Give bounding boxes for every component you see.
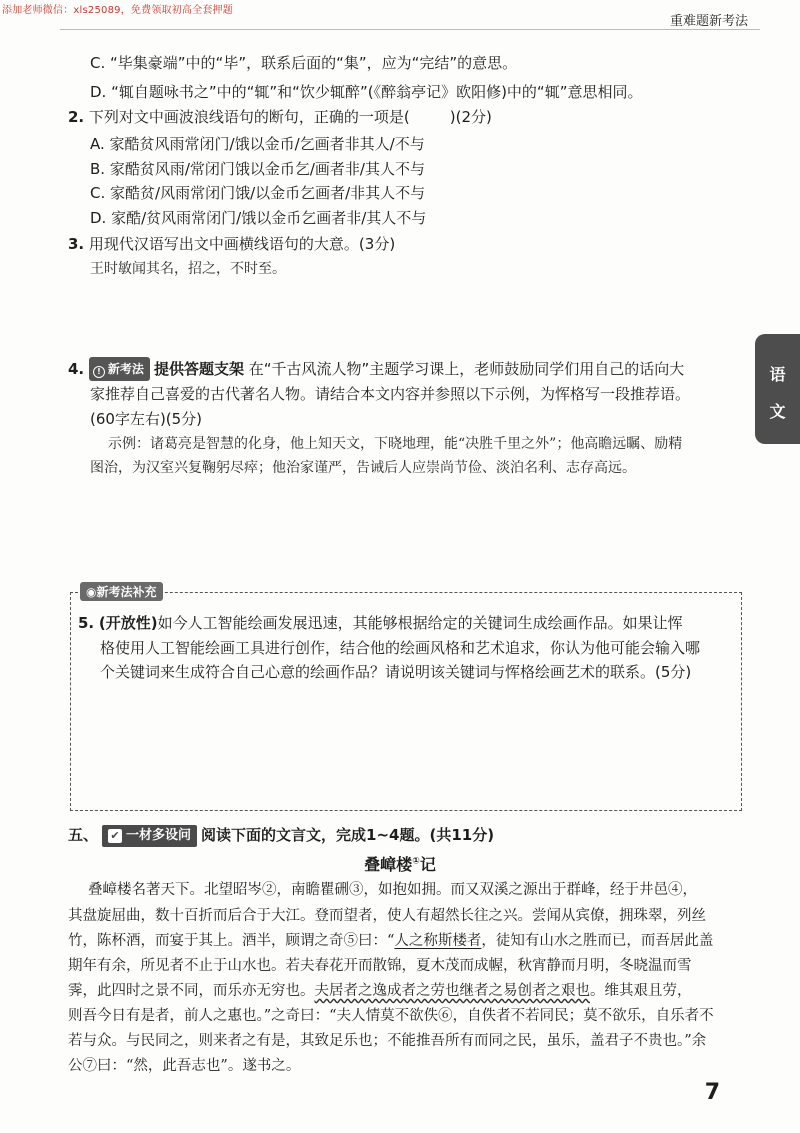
q5-number: 5. xyxy=(78,614,95,632)
section-instructions: 阅读下面的文言文，完成1~4题。(共11分) xyxy=(201,826,495,844)
passage-line xyxy=(68,980,692,1002)
q4-heading: 提供答题支架 xyxy=(153,360,244,378)
lightbulb-icon: ! xyxy=(93,366,105,378)
wavy-underlined-sentence: 夫居者之逸成者之劳也继者之易创者之艰也 xyxy=(314,983,590,999)
side-tab-char: 语 xyxy=(769,365,786,384)
passage-text: 竹，陈杯酒，而宴于其上。酒半，顾谓之奇⑤曰：“ xyxy=(68,933,395,949)
passage-title-text: 叠嶂楼 xyxy=(364,855,413,874)
q3-stem xyxy=(68,233,395,255)
section-number: 五、 xyxy=(68,826,99,844)
passage-line: 叠嶂楼名著天下。北望昭岑②，南瞻瞿硎③，如抱如拥。而又双溪之源出于群峰，经于井邑④， xyxy=(88,882,697,898)
side-tab-char: 文 xyxy=(769,402,786,421)
watermark-text: 添加老师微信：xls25089，免费领取初高全套押题 xyxy=(2,5,233,16)
q3-number: 3. xyxy=(68,235,85,253)
q4-stem-line3: (60字左右)(5分) xyxy=(90,410,203,428)
underlined-sentence: 人之称斯楼者 xyxy=(394,933,482,949)
passage-line: 则吾今日有是者，前人之惠也。”之奇曰：“夫人情莫不欲佚⑥，自佚者不若同民；莫不欲乐，自乐者不 xyxy=(68,1008,714,1024)
new-method-tag-label: 新考法 xyxy=(107,362,144,376)
q5-stem-line2: 格使用人工智能绘画工具进行创作，结合他的绘画风格和艺术追求，你认为他可能会输入哪 xyxy=(100,639,701,657)
footnote-marker: ① xyxy=(412,856,420,867)
q4-text: 在“千古风流人物”主题学习课上，老师鼓励同学们用自己的话向大 xyxy=(248,360,685,378)
multi-question-tag-label: 一材多设问 xyxy=(126,828,192,843)
passage-title-tail: 记 xyxy=(419,855,436,874)
q5-text: 如今人工智能绘画发展迅速，其能够根据给定的关键词生成绘画作品。如果让恽 xyxy=(157,614,683,632)
q2-number: 2. xyxy=(68,108,85,126)
passage-line: 若与众。与民同之，则来者之有是，其致足乐也；不能推吾所有而同之民，虽乐，盖君子不贵也。”余 xyxy=(68,1033,707,1049)
check-icon: ✔ xyxy=(108,829,122,843)
running-header: 重难题新考法 xyxy=(669,14,748,29)
supplement-box-label-text: 新考法补充 xyxy=(96,585,157,599)
new-method-tag xyxy=(89,357,150,381)
q3-answer-area[interactable] xyxy=(90,285,740,345)
q1-option-c: C. “毕集豪端”中的“毕”，联系后面的“集”，应为“完结”的意思。 xyxy=(90,54,518,72)
section-five-heading xyxy=(68,824,494,847)
q3-quoted-sentence: 王时敏闻其名，招之，不时至。 xyxy=(90,261,286,277)
header-divider xyxy=(60,29,760,30)
passage-text: ，徒知有山水之胜而已，而吾居此盖 xyxy=(481,933,714,949)
q5-stem-line3: 个关键词来生成符合自己心意的绘画作品？请说明该关键词与恽格绘画艺术的联系。(5分) xyxy=(100,663,692,681)
passage-line: 公⑦曰：“然，此吾志也”。遂书之。 xyxy=(68,1058,301,1074)
q2-option: B. 家酷贫风雨/常闭门饿以金币乞/画者非/其人不与 xyxy=(90,160,425,178)
passage-line xyxy=(68,930,713,952)
q4-stem-line2: 家推荐自己喜爱的古代著名人物。请结合本文内容并参照以下示例，为恽格写一段推荐语。 xyxy=(90,385,691,403)
q4-answer-area[interactable] xyxy=(90,488,740,568)
subject-side-tab xyxy=(755,334,800,444)
q2-option: A. 家酷贫风雨常闭门/饿以金币/乞画者非其人/不与 xyxy=(90,135,425,153)
page-number: 7 xyxy=(704,1080,720,1105)
q2-stem xyxy=(68,106,492,128)
q2-option: D. 家酷/贫风雨常闭门/饿以金币乞画者非/其人不与 xyxy=(90,209,427,227)
q2-option: C. 家酷贫/风雨常闭门饿/以金币乞画者/非其人不与 xyxy=(90,184,426,202)
q5-stem-line1 xyxy=(78,612,683,634)
q4-number: 4. xyxy=(68,360,85,378)
supplement-box-label xyxy=(80,582,163,601)
passage-text: 霁，此四时之景不同，而乐亦无穷也。 xyxy=(68,983,315,999)
passage-line: 其盘旋屈曲，数十百折而后合于大江。登而望者，使人有超然长往之兴。尝闻从宾僚，拥珠翠，列丝 xyxy=(68,908,706,924)
q4-example-line2: 图治，为汉室兴复鞠躬尽瘁；他治家谨严，告诫后人应崇尚节俭、淡泊名利、志存高远。 xyxy=(90,460,636,476)
passage-text: 。维其艰且劳， xyxy=(590,983,692,999)
q4-stem-line1 xyxy=(68,357,684,381)
q1-option-d: D. “辄自题咏书之”中的“辄”和“饮少辄醉”(《醉翁亭记》欧阳修)中的“辄”意思相同。 xyxy=(90,83,643,101)
open-ended-tag: (开放性) xyxy=(98,614,158,632)
q2-stem-text: 下列对文中画波浪线语句的断句，正确的一项是( xyxy=(88,108,410,126)
passage-line: 期年有余，所见者不止于山水也。若夫春花开而散锦，夏木茂而成幄，秋宵静而月明，冬晓温而雪 xyxy=(68,958,692,974)
q5-answer-area[interactable] xyxy=(100,692,720,802)
q2-stem-score: )(2分) xyxy=(449,108,492,126)
q4-example-line1: 示例：诸葛亮是智慧的化身，他上知天文，下晓地理，能“决胜千里之外”；他高瞻远瞩、励精 xyxy=(108,436,683,452)
multi-question-tag xyxy=(102,825,197,847)
passage-title xyxy=(0,852,800,875)
q3-stem-text: 用现代汉语写出文中画横线语句的大意。(3分) xyxy=(88,235,396,253)
lightbulb-icon: ◉ xyxy=(86,585,97,599)
